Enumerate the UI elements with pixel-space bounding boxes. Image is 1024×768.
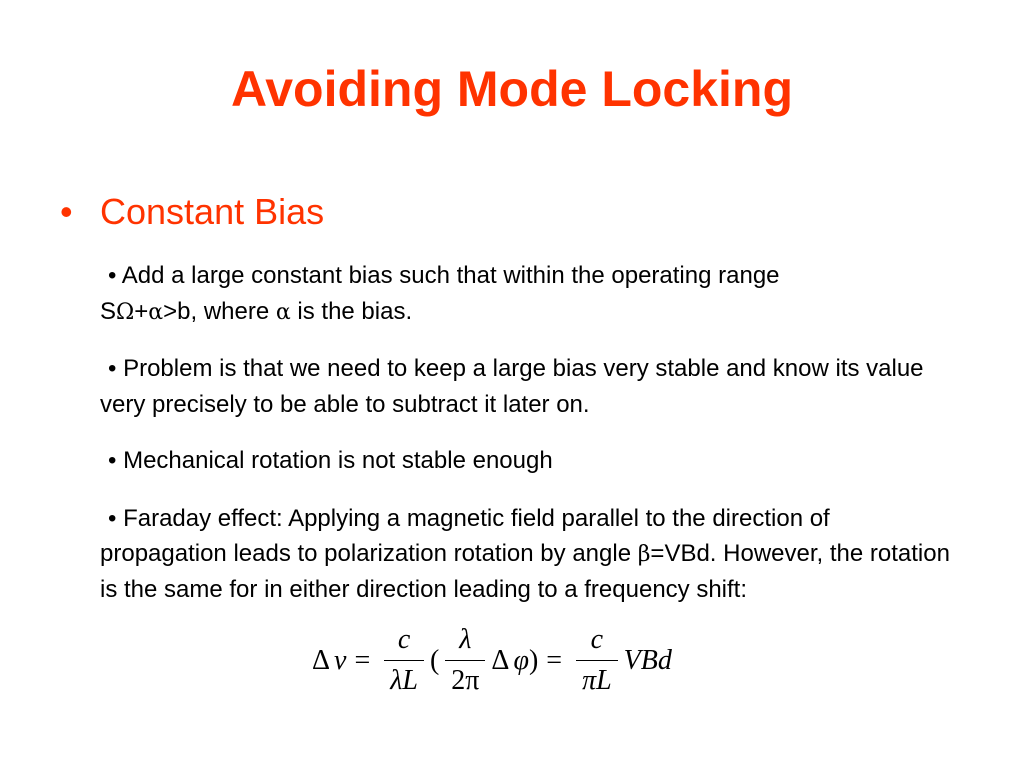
section-heading-text: Constant Bias: [100, 191, 325, 232]
point-text: Mechanical rotation is not stable enough: [123, 447, 553, 474]
point-text-suffix: is the bias.: [290, 298, 413, 325]
eq-frac3-numerator: c: [590, 624, 604, 655]
beta-symbol: β: [637, 542, 651, 567]
eq-frac1-denominator: λL: [384, 660, 424, 697]
eq-delta: Δ: [312, 644, 331, 676]
frequency-shift-equation: [312, 624, 672, 697]
eq-frac1-numerator: c: [397, 624, 411, 655]
point-text-b: =VBd. However, the rotation is the same for in either direction leading to a frequency shift:: [100, 540, 950, 603]
point-text: Faraday effect: Applying a magnetic field parallel to the direction of propagation leads to polarization rotation by angle: [100, 505, 830, 567]
point-bullet: •: [108, 355, 117, 382]
point-text: Problem is that we need to keep a large bias very stable and know its value very precisely to be able to subtract it later on.: [100, 355, 924, 418]
omega-symbol: Ω: [116, 300, 135, 325]
eq-open-paren: (: [429, 644, 440, 676]
point-bullet: •: [108, 262, 117, 289]
point-text: Add a large constant bias such that within the operating range: [121, 262, 780, 289]
point-bias: [100, 258, 960, 331]
alpha-symbol: α: [148, 300, 164, 325]
slide-title: Avoiding Mode Locking: [230, 61, 793, 117]
eq-close-paren: ): [528, 644, 539, 676]
point-faraday: [100, 501, 960, 607]
section-bullet: •: [60, 191, 73, 232]
eq-tail: VBd: [623, 644, 672, 676]
point-bullet: •: [108, 447, 117, 474]
eq-frac3-denominator: πL: [576, 660, 618, 697]
eq-frac2-denominator: 2π: [445, 660, 485, 697]
eq-fraction-1: [384, 624, 424, 697]
eq-nu: ν: [334, 644, 347, 676]
point-bullet: •: [108, 505, 117, 532]
alpha-symbol-2: α: [275, 300, 291, 325]
eq-equals: =: [354, 644, 371, 676]
eq-phi: φ: [513, 644, 529, 676]
eq-frac2-numerator: λ: [459, 624, 472, 655]
point-text-prefix: S: [100, 298, 117, 325]
point-text-mid: >b, where: [163, 298, 276, 325]
eq-equals-2: =: [546, 644, 563, 676]
eq-fraction-2: [445, 624, 485, 697]
plus-sign: +: [134, 298, 149, 325]
point-mechanical: [100, 443, 960, 479]
point-problem: [100, 351, 960, 423]
eq-delta-2: Δ: [491, 644, 510, 676]
section-heading: [60, 192, 324, 232]
eq-fraction-3: [576, 624, 618, 697]
